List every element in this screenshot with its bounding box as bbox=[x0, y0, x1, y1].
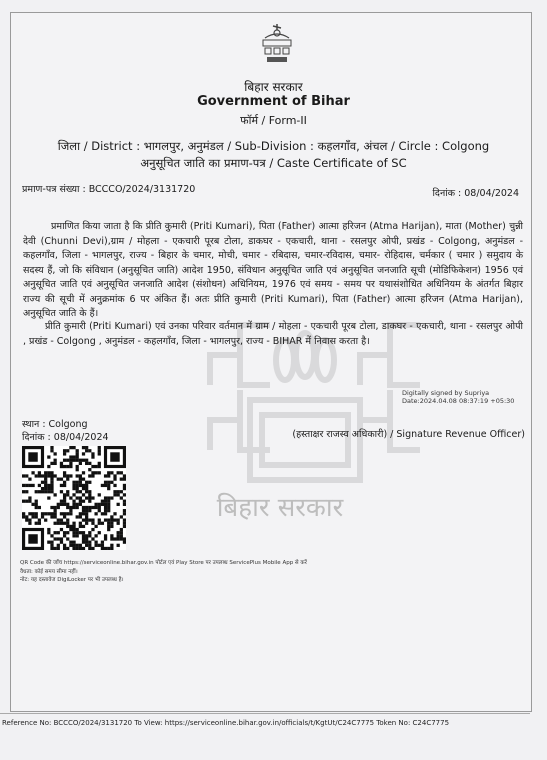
notes-block bbox=[20, 559, 307, 585]
digital-signature bbox=[402, 389, 514, 405]
certificate-date: दिनांक : 08/04/2024 bbox=[432, 188, 519, 199]
signature-officer-label: (हस्ताक्षर राजस्व अधिकारी) / Signature Revenue Officer) bbox=[292, 429, 525, 440]
certificate-body-paragraph: प्रमाणित किया जाता है कि प्रीति कुमारी (Priti Kumari), पिता (Father) आत्मा हरिजन (Atma Harijan), माता (Mother) चुन्नी देवी (Chunni Devi),ग्राम / मोहला - एकचारी पूरब टोला, डाकघर - एकचारी, थाना - रसलपुर ओपी, प्रखंड - Colgong, अनुमंडल - कहलगाँव, जिला - भागलपुर, राज्य - बिहार के चमार, मोची, चमार - रबिदास, चमार-रविदास, चमार- रोहिदास, चर्मकार ( चमार ) समुदाय के सदस्य हैं, जो कि संविधान (अनुसूचित जाति) आदेश 1950, संविधान अनुसूचित जाति एवं अनुसूचित जनजाति सूची (मोडिफिकेशन) 1956 एवं अनुसूचित जाति एवं अनुसूचित जनजाति आदेश (संशोधन) अधिनियम, 1976 एवं समय - समय पर यथासंशोधित अधिनियम के अंतर्गत बिहार राज्य की सूची में अनुक्रमांक 6 पर अंकित हैं। अतः प्रीति कुमारी (Priti Kumari), पिता (Father) आत्मा हरिजन (Atma Harijan), अनुसूचित जाति के हैं। bbox=[23, 221, 523, 319]
place-block bbox=[22, 418, 109, 444]
digilocker-note: नोट: यह दस्तावेज DigiLocker पर भी उपलब्ध है। bbox=[20, 577, 124, 583]
place-date: दिनांक : 08/04/2024 bbox=[22, 432, 109, 443]
district-line: जिला / District : भागलपुर, अनुमंडल / Sub-Division : कहलगाँव, अंचल / Circle : Colgong bbox=[57, 139, 490, 153]
district-heading bbox=[0, 138, 547, 172]
watermark-text: बिहार सरकार bbox=[216, 493, 344, 523]
certificate-type-line: अनुसूचित जाति का प्रमाण-पत्र / Caste Certificate of SC bbox=[140, 156, 407, 170]
government-title-hindi: बिहार सरकार bbox=[244, 80, 303, 94]
footer-reference: Reference No: BCCCO/2024/3131720 To View: https://serviceonline.bihar.gov.in/officials/t/KgtUt/C24C7775 Token No: C24C7775 bbox=[2, 719, 450, 727]
digital-signature-name: Digitally signed by Supriya bbox=[402, 389, 490, 397]
government-title: Government of Bihar bbox=[197, 94, 350, 109]
footer-divider bbox=[0, 713, 530, 714]
qr-verification-note: QR Code की जाँच https://serviceonline.bihar.gov.in पोर्टल एवं Play Store पर उपलब्ध ServicePlus Mobile App से करें bbox=[20, 560, 307, 566]
qr-code-icon[interactable] bbox=[22, 446, 126, 550]
digital-signature-date: Date:2024.04.08 08:37:19 +05:30 bbox=[402, 397, 515, 405]
certificate-number: प्रमाण-पत्र संख्या : BCCCO/2024/3131720 bbox=[22, 184, 196, 195]
residence-paragraph: प्रीति कुमारी (Priti Kumari) एवं उनका परिवार वर्तमान में ग्राम / मोहला - एकचारी पूरब टोला, डाकघर - एकचारी, थाना - रसलपुर ओपी , प्रखंड - Colgong , अनुमंडल - कहलगाँव, जिला - भागलपुर, राज्य - BIHAR में निवास करता है। bbox=[23, 321, 523, 347]
validity-note: वैधता: कोई समय सीमा नहीं। bbox=[20, 568, 78, 575]
place-location: स्थान : Colgong bbox=[22, 419, 88, 430]
form-label: फॉर्म / Form-II bbox=[240, 114, 307, 127]
bihar-emblem-icon bbox=[259, 20, 295, 66]
